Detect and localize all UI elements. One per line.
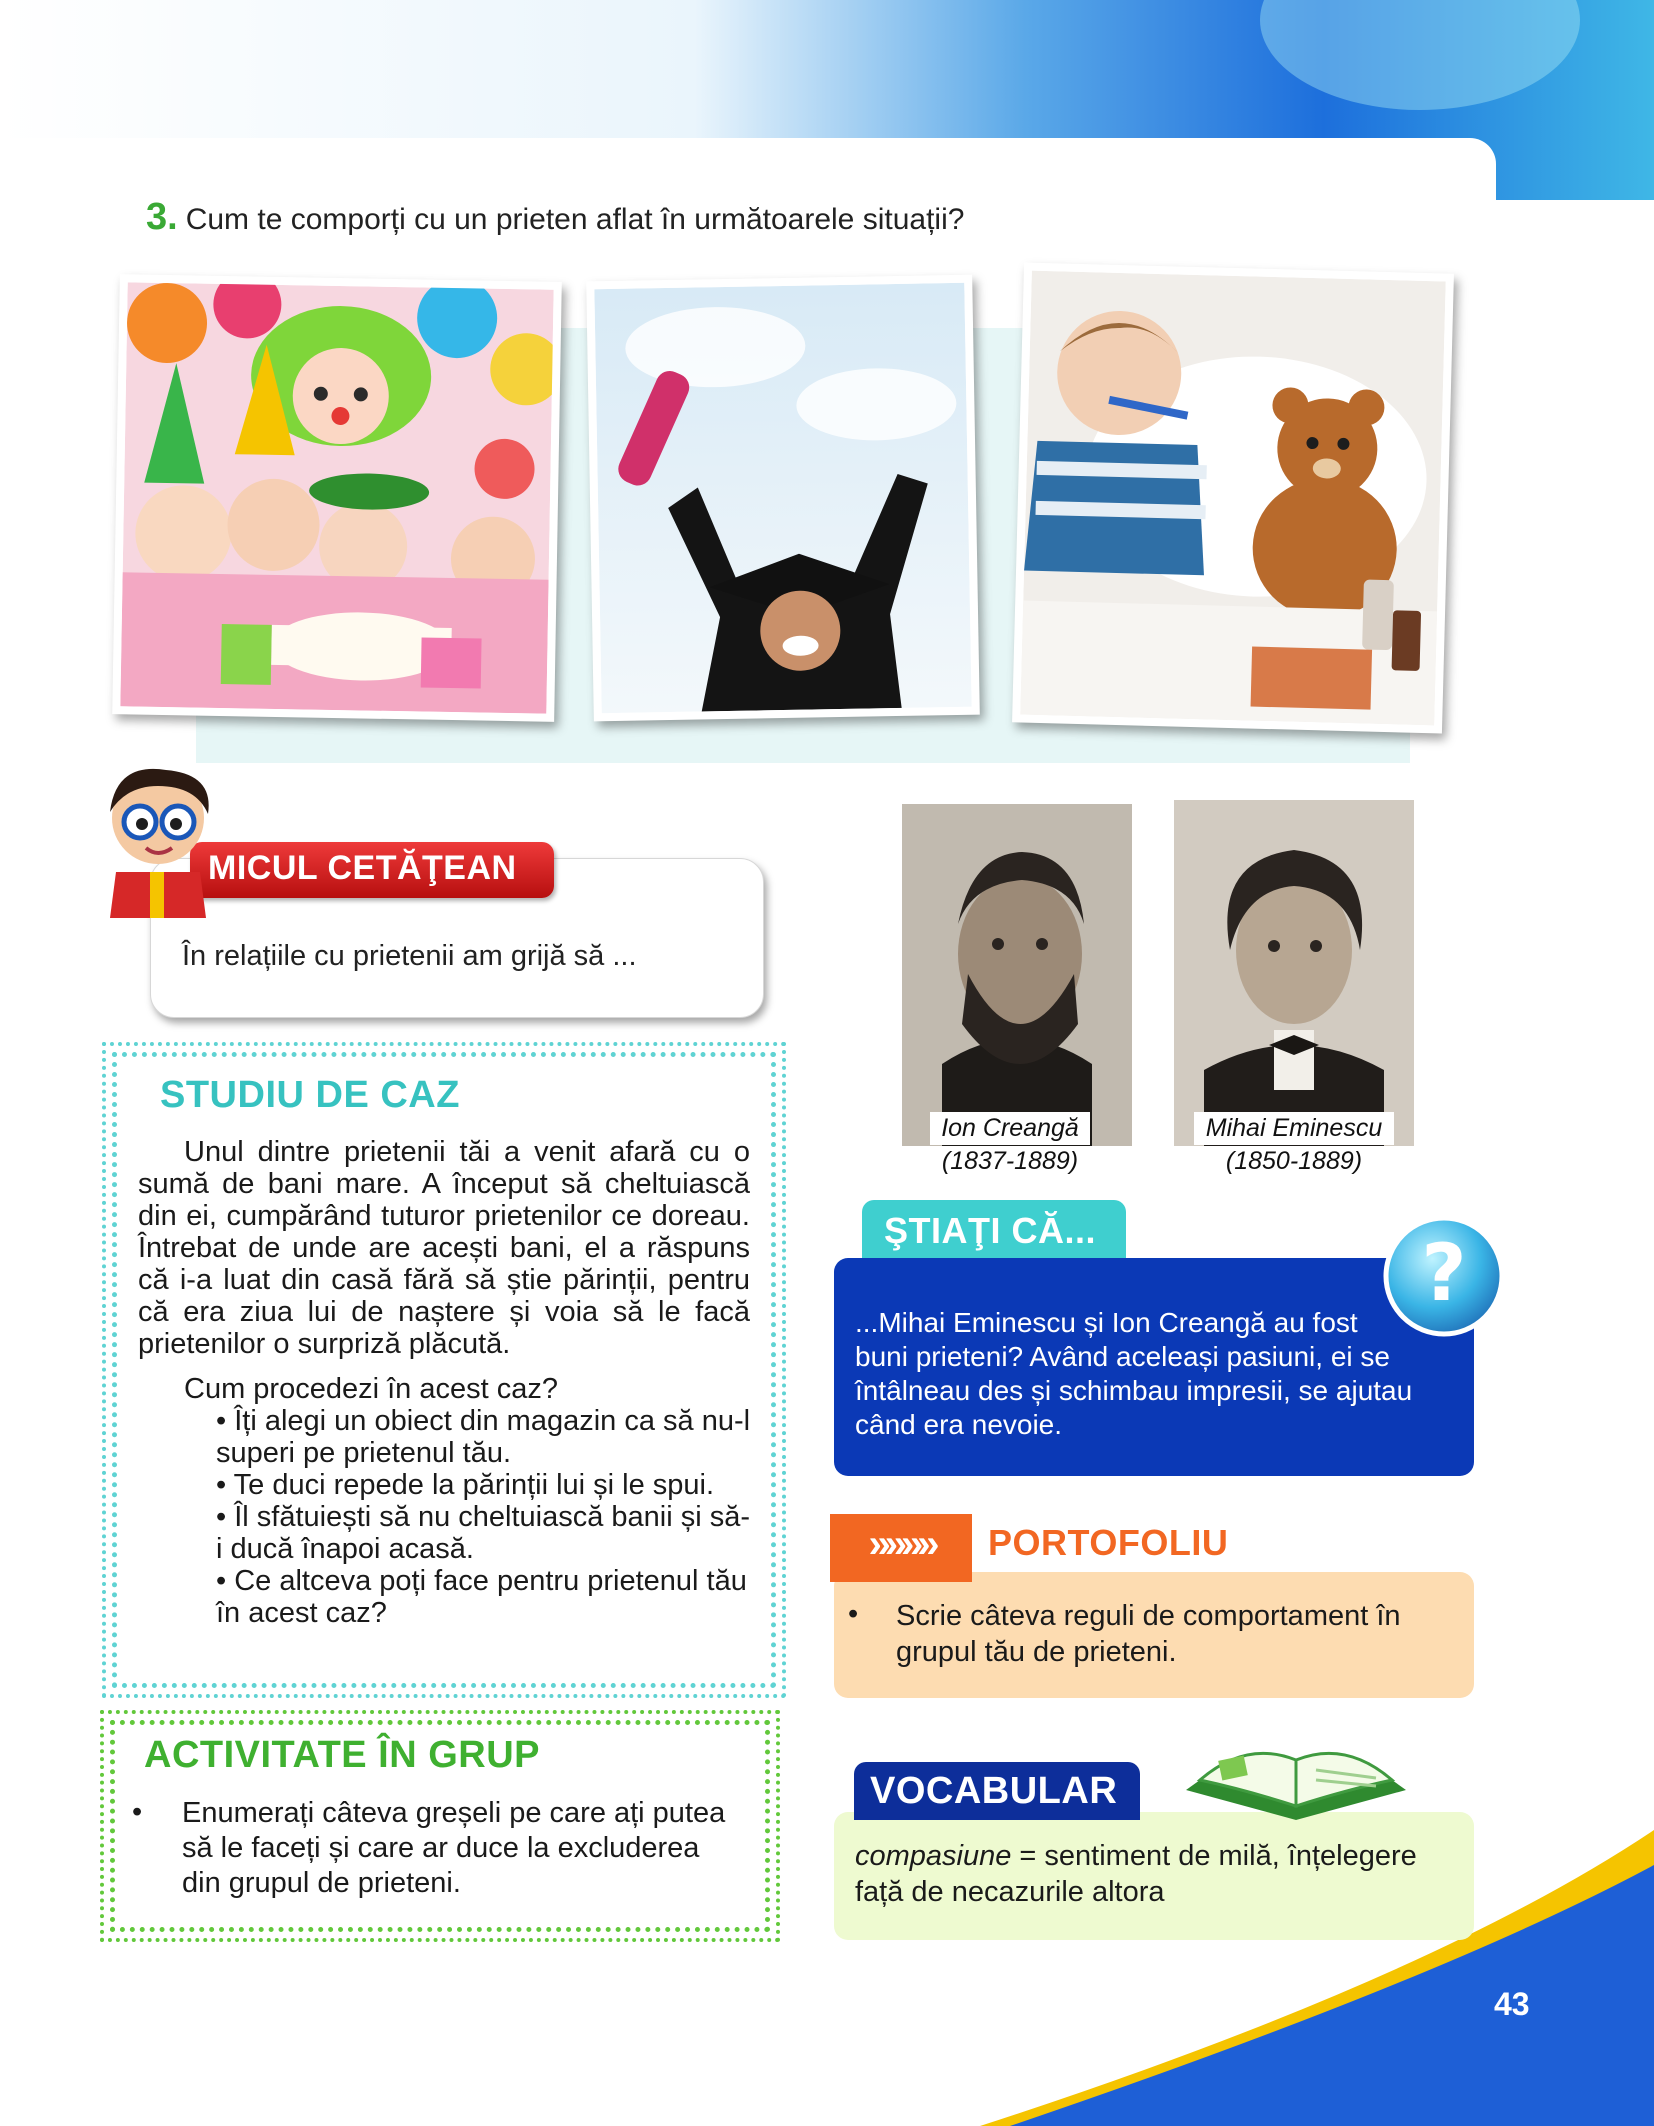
did-you-know-tab	[862, 1200, 1126, 1266]
group-activity-text: Enumerați câteva greșeli pe care ați putea să le faceți și care ar duce la excluderea din grupul de prieteni.	[182, 1797, 726, 1899]
svg-text:?: ?	[1421, 1229, 1467, 1319]
case-study-question: Cum procedezi în acest caz?	[184, 1373, 558, 1405]
portfolio-bullet: •	[848, 1598, 859, 1630]
group-activity-bullet: •	[132, 1796, 143, 1828]
question-mark-icon	[1380, 1212, 1508, 1340]
portrait-name: Mihai Eminescu	[1194, 1112, 1394, 1145]
case-option: • Ce altceva poți face pentru prietenul tău în acest caz?	[216, 1565, 747, 1629]
birthday-party-photo	[112, 274, 562, 722]
citizen-title-tag	[190, 842, 554, 898]
portrait-ion-creanga	[902, 804, 1132, 1146]
case-study-title: STUDIU DE CAZ	[160, 1074, 460, 1116]
portrait-years: (1850-1889)	[1225, 1147, 1363, 1175]
portrait-name: Ion Creangă	[930, 1112, 1090, 1145]
portfolio-arrows-icon: »»»»	[830, 1514, 972, 1582]
portrait-years: (1837-1889)	[941, 1147, 1079, 1175]
group-activity-title: ACTIVITATE ÎN GRUP	[144, 1734, 541, 1776]
case-option: • Îl sfătuiești să nu cheltuiască banii și să-i ducă înapoi acasă.	[216, 1501, 751, 1565]
case-study-paragraph: Unul dintre prietenii tăi a venit afară cu o sumă de bani mare. A început să cheltuiască din ei, cumpărând tuturor prietenilor ce doreau. Întrebat de unde are acești bani, el a răspuns că i-a luat din casă fără să știe părinții, pentru că era ziua lui de naștere și voia să le facă prietenilor o surpriză plăcută.	[138, 1136, 750, 1360]
vocabulary-term: compasiune	[855, 1840, 1012, 1872]
page-number: 43	[1494, 1986, 1530, 2022]
exercise-question	[146, 196, 964, 239]
case-option: • Te duci repede la părinții lui și le spui.	[216, 1469, 715, 1501]
question-text: Cum te comporți cu un prieten aflat în următoarele situații?	[185, 203, 965, 236]
portrait-mihai-eminescu	[1174, 800, 1414, 1146]
portfolio-text: Scrie câteva reguli de comportament în grupul tău de prieteni.	[896, 1600, 1401, 1668]
question-number: 3.	[146, 196, 178, 238]
portrait-caption-eminescu	[1194, 1112, 1394, 1178]
did-you-know-text: ...Mihai Eminescu și Ion Creangă au fost buni prieteni? Având aceleași pasiuni, ei se întâlneau des și schimbau impresii, se ajutau când era nevoie.	[855, 1307, 1413, 1440]
case-study-options	[216, 1405, 756, 1629]
mascot-boy-icon	[96, 762, 226, 918]
citizen-prompt-text: În relațiile cu prietenii am grijă să ...	[182, 940, 637, 972]
case-option: • Îți alegi un obiect din magazin ca să nu-l superi pe prietenul tău.	[216, 1405, 751, 1469]
vocabulary-text	[855, 1838, 1455, 1910]
sick-child-photo	[1012, 262, 1454, 733]
vocabulary-title: VOCABULAR	[870, 1770, 1118, 1812]
citizen-title: MICUL CETĂŢEAN	[208, 849, 517, 887]
vocabulary-tab	[854, 1762, 1140, 1820]
graduation-photo	[586, 275, 980, 722]
case-study-body	[138, 1136, 750, 1360]
portfolio-title: PORTOFOLIU	[988, 1522, 1229, 1563]
open-book-icon	[1176, 1720, 1416, 1830]
did-you-know-title: ŞTIAŢI CĂ...	[884, 1210, 1096, 1251]
vocabulary-definition: = sentiment de milă, înțelegere față de necazurile altora	[855, 1840, 1417, 1908]
portrait-caption-creanga	[930, 1112, 1090, 1178]
